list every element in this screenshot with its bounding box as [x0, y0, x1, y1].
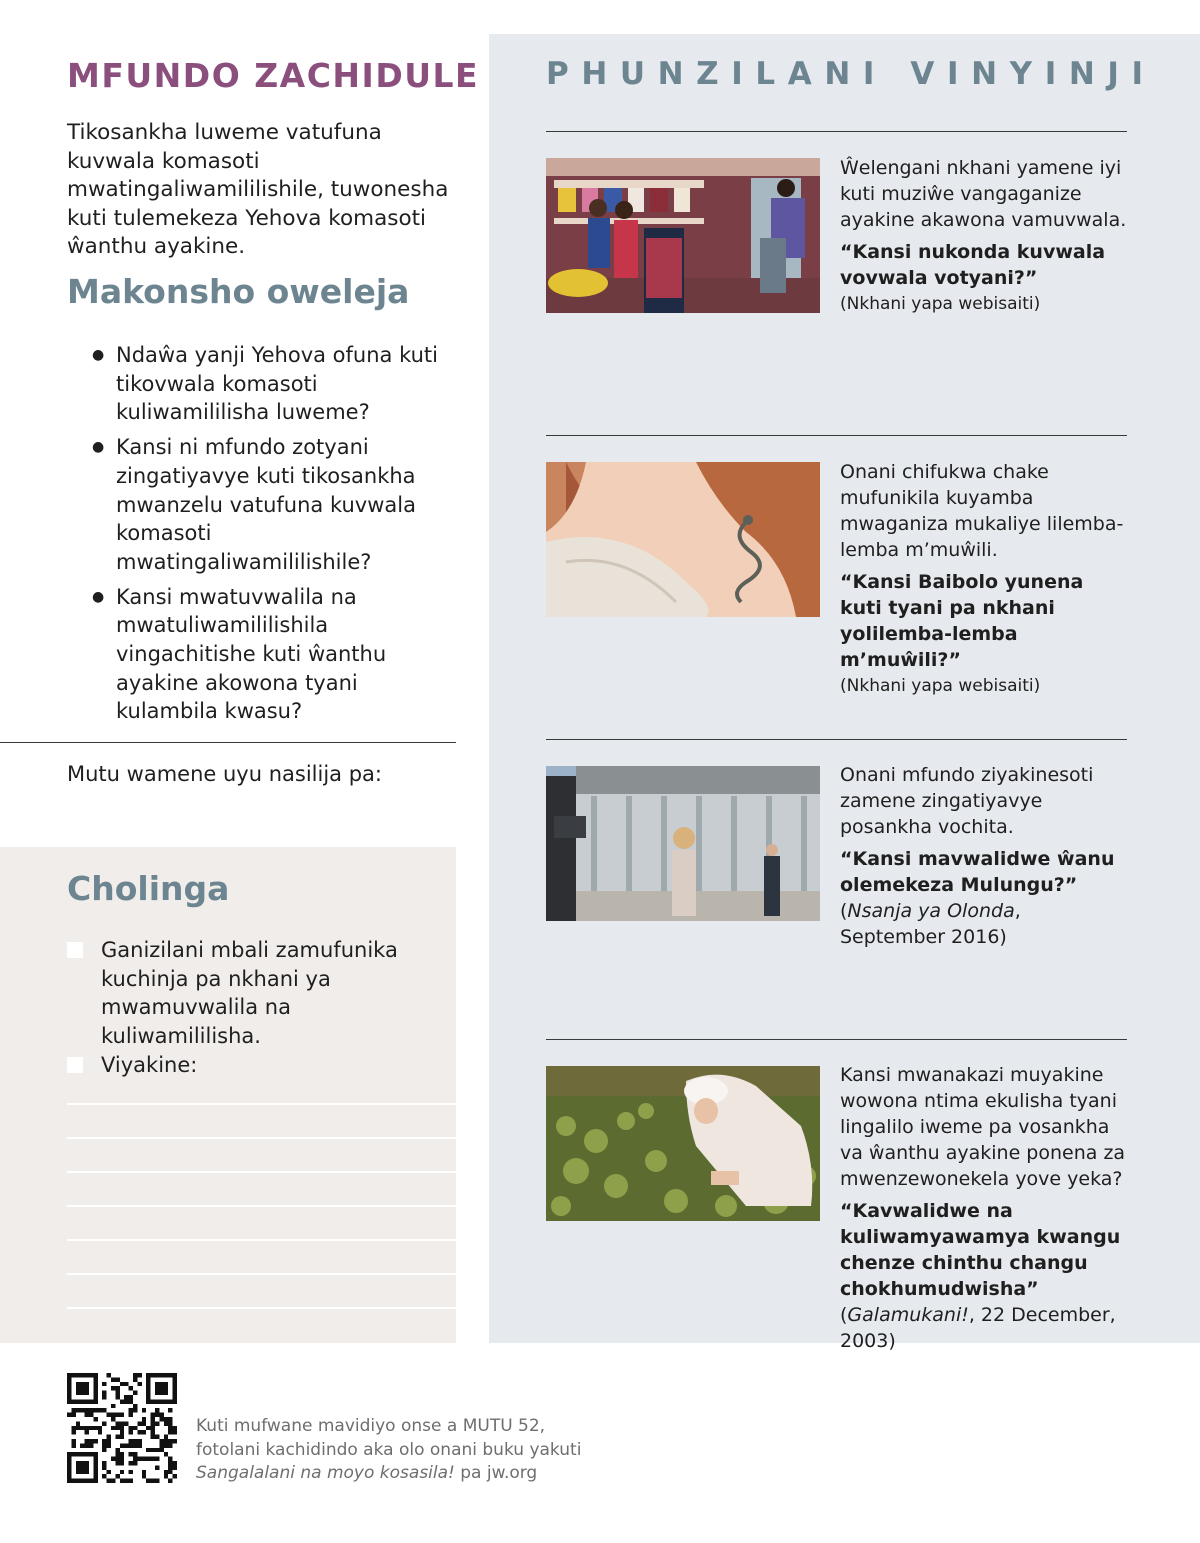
checkbox-icon[interactable] — [67, 942, 83, 958]
checkbox-icon[interactable] — [67, 1057, 83, 1073]
field-worker-photo[interactable] — [546, 1066, 820, 1221]
citation-open: ( — [840, 1304, 848, 1326]
footer-note — [196, 1415, 616, 1486]
citation-date: , September 2016) — [840, 900, 1021, 948]
qr-code-icon[interactable] — [67, 1373, 177, 1483]
writing-line[interactable] — [67, 1171, 456, 1173]
stadium-reporter-photo[interactable] — [546, 766, 820, 921]
book-title: Sangalalani na moyo kosasila! — [196, 1463, 455, 1483]
review-title: Makonsho oweleja — [67, 272, 410, 311]
article-link[interactable]: “Kansi nukonda kuvwala vovwala votyani?” — [840, 241, 1106, 289]
try-this-box — [0, 847, 456, 1343]
review-question: ● Kansi mwatuvwalila na mwatuliwamililishila vingachitishe kuti ŵanthu ayakine akowona tyani kulambila kwasu? — [92, 583, 462, 727]
writing-line[interactable] — [67, 1137, 456, 1139]
summary-title: MFUNDO ZACHIDULE — [67, 56, 480, 95]
try-this-title: Cholinga — [67, 869, 230, 908]
citation-date: , 22 December, 2003) — [840, 1304, 1116, 1352]
article-link[interactable]: “Kansi mavwalidwe ŵanu olemekeza Mulungu?” — [840, 848, 1115, 896]
footer-line: fotolani kachidindo aka olo onani buku yakuti — [196, 1439, 582, 1460]
met-label: Mutu wamene uyu nasilija pa: — [67, 762, 382, 786]
divider — [546, 739, 1127, 740]
summary-text: Tikosankha luweme vatufuna kuvwala komasoti mwatingaliwamililishile, tuwonesha kuti tulemekeza Yehova komasoti ŵanthu ayakine. — [67, 120, 449, 259]
writing-line[interactable] — [67, 1307, 456, 1309]
explore-entry — [840, 155, 1130, 317]
writing-line[interactable] — [67, 1273, 456, 1275]
footer-line: Kuti mufwane mavidiyo onse a MUTU 52, — [196, 1416, 546, 1436]
article-citation — [840, 846, 1130, 950]
explore-title: PHUNZILANI VINYINJI — [546, 56, 1156, 92]
goal-text: Ganizilani mbali zamufunika kuchinja pa nkhani ya mwamuvwalila na kuliwamililisha. — [101, 938, 398, 1048]
article-link[interactable]: “Kavwalidwe na kuliwamyawamya kwangu chenze chinthu changu chokhumudwisha” — [840, 1200, 1121, 1300]
explore-entry — [840, 459, 1130, 699]
other-goal-item[interactable] — [67, 1051, 437, 1080]
review-question: ● Kansi ni mfundo zotyani zingatiyavye kuti tikosankha mwanzelu vatufuna kuvwala komasoti mwatingaliwamililishile? — [92, 433, 462, 577]
writing-line[interactable] — [67, 1205, 456, 1207]
article-link[interactable]: “Kansi Baibolo yunena kuti tyani pa nkhani yolilemba-lemba m’muŵili?” — [840, 571, 1084, 671]
publication-name: Nsanja ya Olonda — [847, 900, 1015, 922]
entry-description: Onani chifukwa chake mufunikila kuyamba mwaganiza mukaliye lilemba-lemba m’muŵili. — [840, 461, 1124, 561]
article-source: (Nkhani yapa webisaiti) — [840, 294, 1041, 314]
divider — [546, 435, 1127, 436]
article-source: (Nkhani yapa webisaiti) — [840, 676, 1041, 696]
goal-item[interactable] — [67, 936, 437, 1050]
citation-open: ( — [840, 900, 848, 922]
other-goal-label: Viyakine: — [101, 1053, 198, 1077]
entry-description: Ŵelengani nkhani yamene iyi kuti muziŵe vangaganize ayakine akawona vamuvwala. — [840, 157, 1127, 231]
divider — [0, 742, 456, 743]
clothing-store-photo[interactable] — [546, 158, 820, 313]
divider — [546, 131, 1127, 132]
divider — [546, 1039, 1127, 1040]
publication-name: Galamukani! — [847, 1304, 969, 1326]
writing-line[interactable] — [67, 1239, 456, 1241]
review-questions — [92, 341, 462, 732]
article-citation — [840, 1198, 1130, 1354]
review-question: ● Ndaŵa yanji Yehova ofuna kuti tikovwala komasoti kuliwamililisha luweme? — [92, 341, 462, 427]
footer-site: pa jw.org — [454, 1463, 538, 1483]
writing-line[interactable] — [67, 1103, 456, 1105]
tattoo-shoulder-photo[interactable] — [546, 462, 820, 617]
entry-description: Kansi mwanakazi muyakine wowona ntima ekulisha tyani lingalilo iweme pa vosankha va ŵanthu ayakine ponena za mwenzewonekela yove yeka? — [840, 1064, 1126, 1190]
explore-entry — [840, 762, 1130, 950]
explore-entry — [840, 1062, 1130, 1354]
entry-description: Onani mfundo ziyakinesoti zamene zingatiyavye posankha vochita. — [840, 764, 1094, 838]
